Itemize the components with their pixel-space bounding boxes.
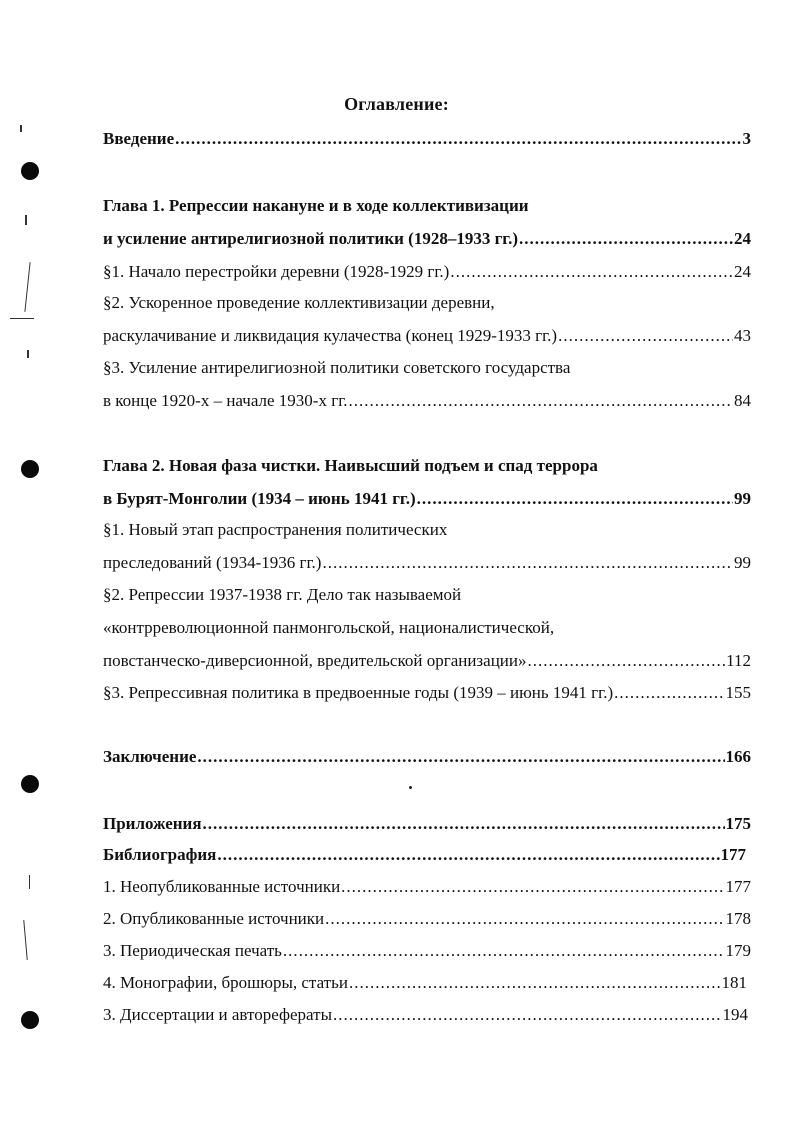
toc-page-number: 112	[726, 651, 751, 670]
toc-entry-text: 3. Диссертации и авторефераты	[103, 1005, 333, 1024]
dot-leader	[528, 650, 726, 672]
toc-entry-text: раскулачивание и ликвидация кулачества (конец 1929-1933 гг.)	[103, 326, 558, 345]
dot-leader	[341, 876, 724, 898]
toc-page-number: 84	[734, 391, 751, 410]
dot-leader	[349, 972, 721, 994]
toc-entry-text: Приложения	[103, 814, 202, 833]
toc-section-2-2-heading: «контрреволюционной панмонгольской, националистической,	[103, 618, 555, 637]
toc-page-number: 175	[725, 814, 751, 833]
toc-chapter-2-heading: Глава 2. Новая фаза чистки. Наивысший подъем и спад террора	[103, 456, 598, 475]
toc-section-2-3	[103, 682, 751, 704]
toc-chapter-1-heading: Глава 1. Репрессии накануне и в ходе коллективизации	[103, 196, 529, 215]
toc-page-number: 24	[734, 229, 751, 248]
toc-page-number: 177	[725, 877, 751, 896]
dot-leader	[175, 128, 741, 150]
toc-page-number: 24	[734, 262, 751, 281]
toc-entry-text: повстанческо-диверсионной, вредительской организации»	[103, 651, 527, 670]
toc-entry-conclusion	[103, 746, 751, 768]
scan-mark	[23, 920, 27, 960]
toc-section-1-1	[103, 261, 751, 283]
toc-page-number: 99	[734, 553, 751, 572]
binder-hole	[21, 162, 39, 180]
toc-section-2-2-heading: §2. Репрессии 1937-1938 гг. Дело так называемой	[103, 585, 462, 604]
toc-section-1-2	[103, 325, 751, 347]
dot-leader	[197, 746, 724, 768]
toc-entry-text: преследований (1934-1936 гг.)	[103, 553, 322, 572]
toc-bibliography-item	[103, 1004, 748, 1026]
toc-entry-text: 4. Монографии, брошюры, статьи	[103, 973, 348, 992]
toc-bibliography-item	[103, 972, 747, 994]
toc-page-number: 166	[725, 747, 751, 766]
binder-hole	[21, 460, 39, 478]
dot-leader	[203, 813, 725, 835]
toc-page-number: 3	[742, 129, 751, 148]
toc-entry-text: и усиление антирелигиозной политики (1928–1933 гг.)	[103, 229, 519, 248]
toc-page-number: 181	[721, 973, 747, 992]
dot-leader	[519, 228, 733, 250]
toc-page-number: 194	[722, 1005, 748, 1024]
dot-leader	[217, 844, 719, 866]
scan-mark	[24, 262, 30, 312]
toc-entry-text: 3. Периодическая печать	[103, 941, 282, 960]
toc-entry-text: §3. Репрессивная политика в предвоенные годы (1939 – июнь 1941 гг.)	[103, 683, 614, 702]
dot-leader	[614, 682, 724, 704]
toc-entry-text: Библиография	[103, 845, 217, 864]
toc-entry-text: Введение	[103, 129, 175, 148]
toc-entry-text: 1. Неопубликованные источники	[103, 877, 341, 896]
dot-leader	[283, 940, 725, 962]
toc-chapter-1	[103, 228, 751, 250]
toc-page-number: 179	[725, 941, 751, 960]
scan-speck	[409, 786, 412, 789]
toc-entry-bibliography	[103, 844, 746, 866]
binder-hole	[21, 775, 39, 793]
toc-page-number: 155	[725, 683, 751, 702]
toc-entry-text: 2. Опубликованные источники	[103, 909, 325, 928]
toc-section-2-1-heading: §1. Новый этап распространения политических	[103, 520, 448, 539]
toc-section-2-1	[103, 552, 751, 574]
dot-leader	[349, 390, 734, 412]
toc-bibliography-item	[103, 940, 751, 962]
toc-page-number: 177	[720, 845, 746, 864]
toc-section-1-2-heading: §2. Ускоренное проведение коллективизации деревни,	[103, 293, 495, 312]
toc-entry-text: в конце 1920-х – начале 1930-х гг.	[103, 391, 348, 410]
toc-entry-text: в Бурят-Монголии (1934 – июнь 1941 гг.)	[103, 489, 416, 508]
scan-mark	[27, 350, 29, 358]
toc-entry-text: §1. Начало перестройки деревни (1928-1929 гг.)	[103, 262, 450, 281]
toc-section-2-2	[103, 650, 751, 672]
toc-bibliography-item	[103, 908, 751, 930]
toc-page-number: 43	[734, 326, 751, 345]
scan-mark	[25, 215, 27, 225]
toc-page-number: 99	[734, 489, 751, 508]
toc-bibliography-item	[103, 876, 751, 898]
toc-section-1-3-heading: §3. Усиление антирелигиозной политики советского государства	[103, 358, 571, 377]
dot-leader	[333, 1004, 721, 1026]
scan-mark	[10, 318, 34, 319]
toc-entry-text: Заключение	[103, 747, 197, 766]
dot-leader	[325, 908, 724, 930]
toc-page-number: 178	[725, 909, 751, 928]
toc-entry-appendices	[103, 813, 751, 835]
dot-leader	[417, 488, 733, 510]
scan-mark	[20, 125, 22, 132]
dot-leader	[322, 552, 733, 574]
binder-hole	[21, 1011, 39, 1029]
page-title: Оглавление:	[344, 94, 449, 114]
toc-chapter-2	[103, 488, 751, 510]
toc-entry-introduction	[103, 128, 751, 150]
dot-leader	[450, 261, 733, 283]
scan-mark	[29, 875, 30, 889]
toc-section-1-3	[103, 390, 751, 412]
dot-leader	[558, 325, 733, 347]
